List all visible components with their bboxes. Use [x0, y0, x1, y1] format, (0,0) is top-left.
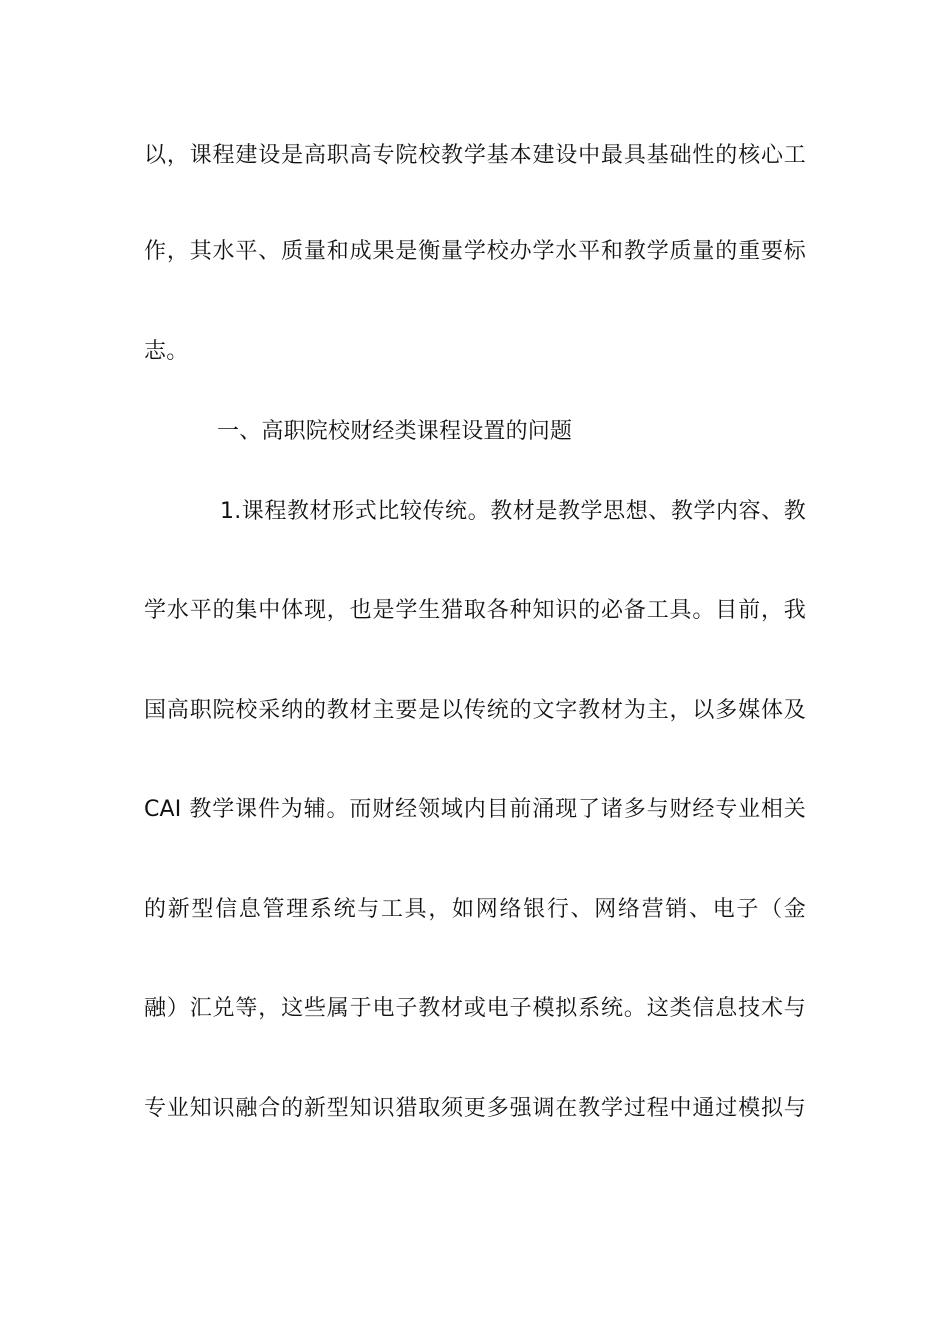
- paragraph-line-8: 的新型信息管理系统与工具，如网络银行、网络营销、电子（金: [144, 897, 806, 922]
- paragraph-line-4: 1.课程教材形式比较传统。教材是教学思想、教学内容、教: [220, 499, 806, 524]
- paragraph-line-10: 专业知识融合的新型知识猎取须更多强调在教学过程中通过模拟与: [144, 1096, 806, 1121]
- paragraph-line-7: CAI 教学课件为辅。而财经领域内目前涌现了诸多与财经专业相关: [144, 797, 806, 822]
- paragraph-line-1: 以，课程建设是高职高专院校教学基本建设中最具基础性的核心工: [144, 143, 806, 168]
- paragraph-line-9: 融）汇兑等，这些属于电子教材或电子模拟系统。这类信息技术与: [144, 996, 806, 1021]
- paragraph-line-2: 作，其水平、质量和成果是衡量学校办学水平和教学质量的重要标: [144, 239, 806, 264]
- section-heading: 一、高职院校财经类课程设置的问题: [217, 419, 573, 444]
- paragraph-line-5: 学水平的集中体现，也是学生猎取各种知识的必备工具。目前，我: [144, 598, 806, 623]
- paragraph-line-6: 国高职院校采纳的教材主要是以传统的文字教材为主，以多媒体及: [144, 698, 806, 723]
- paragraph-line-3: 志。: [144, 339, 189, 364]
